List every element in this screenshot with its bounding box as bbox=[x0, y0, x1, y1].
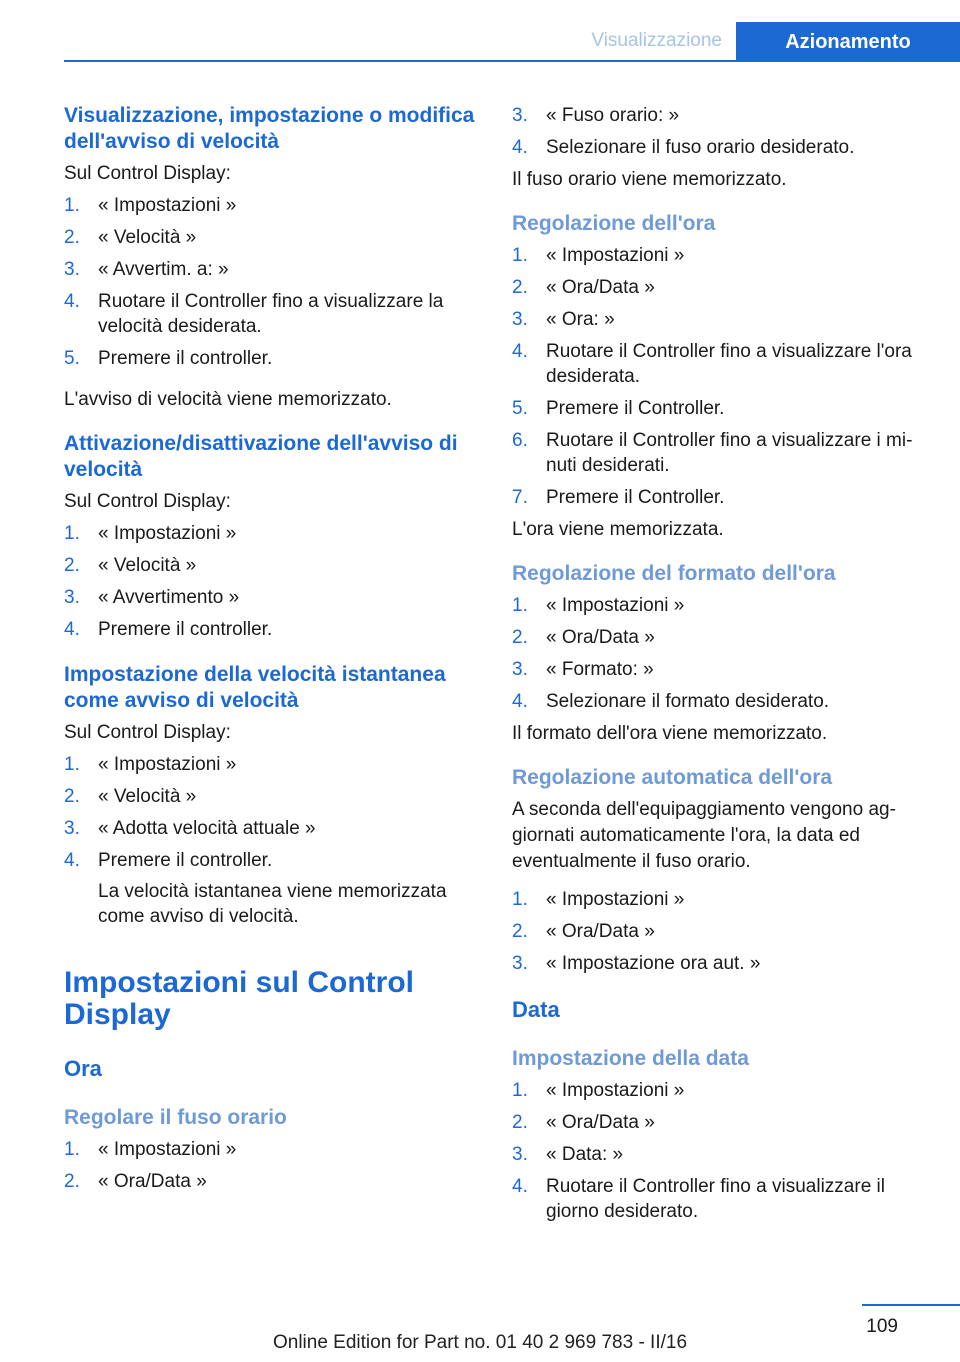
list-item bbox=[512, 103, 928, 128]
footer-edition: Online Edition for Part no. 01 40 2 969 783 - II/16 bbox=[272, 1332, 688, 1353]
step-number: 1. bbox=[512, 1080, 528, 1101]
step-text: « Velocità » bbox=[98, 227, 197, 248]
step-text: « Impostazioni » bbox=[546, 595, 685, 616]
step-list bbox=[512, 593, 928, 714]
section-title-time-format: Regolazione del formato dell'ora bbox=[512, 562, 836, 585]
step-text: « Impostazioni » bbox=[546, 889, 685, 910]
list-item bbox=[512, 689, 928, 714]
step-number: 4. bbox=[512, 341, 528, 362]
step-text: « Velocità » bbox=[98, 786, 197, 807]
list-item bbox=[512, 1142, 928, 1167]
section-title-auto-time: Regolazione automatica dell'ora bbox=[512, 766, 833, 789]
list-item bbox=[512, 275, 928, 300]
list-item bbox=[64, 1169, 480, 1194]
step-text: « Impostazioni » bbox=[98, 523, 237, 544]
list-item bbox=[512, 485, 928, 510]
section-title-current-speed-warning: Impostazione della velocità istantanea come avviso di velocità bbox=[64, 663, 446, 712]
subchapter-title-ora: Ora bbox=[64, 1056, 102, 1081]
list-item bbox=[64, 784, 480, 809]
step-number: 4. bbox=[64, 291, 80, 312]
step-number: 3. bbox=[64, 587, 80, 608]
list-item bbox=[64, 617, 480, 642]
list-item bbox=[512, 625, 928, 650]
section-intro: Sul Control Display: bbox=[64, 163, 231, 184]
section-intro: Sul Control Display: bbox=[64, 722, 231, 743]
step-list bbox=[512, 243, 928, 510]
step-text: « Ora/Data » bbox=[546, 277, 655, 298]
header-section-tab[interactable]: Visualizzazione bbox=[591, 30, 722, 51]
step-number: 7. bbox=[512, 487, 528, 508]
step-number: 4. bbox=[512, 1176, 528, 1197]
step-number: 2. bbox=[64, 555, 80, 576]
list-item bbox=[512, 243, 928, 268]
step-text: Selezionare il formato desiderato. bbox=[546, 691, 830, 712]
section-intro: Sul Control Display: bbox=[64, 491, 231, 512]
list-item bbox=[512, 887, 928, 912]
step-number: 2. bbox=[64, 1171, 80, 1192]
list-item bbox=[64, 521, 480, 546]
page-number: 109 bbox=[866, 1316, 898, 1337]
section-result: L'ora viene memorizzata. bbox=[512, 519, 724, 540]
step-number: 4. bbox=[512, 691, 528, 712]
step-number: 2. bbox=[512, 1112, 528, 1133]
step-number: 1. bbox=[64, 1139, 80, 1160]
section-title-speed-warning-edit: Visualizzazione, impostazione o modifica dell'avviso di velocità bbox=[64, 104, 475, 153]
spacer bbox=[64, 945, 480, 967]
step-number: 3. bbox=[64, 818, 80, 839]
step-number: 3. bbox=[64, 259, 80, 280]
section-result: Il formato dell'ora viene memorizzato. bbox=[512, 723, 828, 744]
step-number: 2. bbox=[512, 921, 528, 942]
step-number: 3. bbox=[512, 105, 528, 126]
page-header bbox=[0, 0, 960, 62]
list-item bbox=[64, 752, 480, 777]
list-item bbox=[64, 816, 480, 841]
section-result: Il fuso orario viene memorizzato. bbox=[512, 169, 787, 190]
list-item bbox=[64, 585, 480, 610]
step-text: Ruotare il Controller fino a visualizzare il giorno desiderato. bbox=[546, 1176, 885, 1222]
step-text: Ruotare il Controller fino a visualizzare l'ora desiderata. bbox=[546, 341, 912, 387]
step-text: « Ora/Data » bbox=[98, 1171, 207, 1192]
step-number: 2. bbox=[512, 277, 528, 298]
list-item bbox=[512, 951, 928, 976]
step-text: « Ora: » bbox=[546, 309, 615, 330]
step-number: 5. bbox=[512, 398, 528, 419]
step-number: 2. bbox=[512, 627, 528, 648]
step-number: 2. bbox=[64, 227, 80, 248]
step-text: « Data: » bbox=[546, 1144, 624, 1165]
step-text: « Ora/Data » bbox=[546, 627, 655, 648]
section-title-time-set: Regolazione dell'ora bbox=[512, 212, 716, 235]
header-chapter-tab[interactable]: Azionamento bbox=[736, 22, 960, 62]
step-text: « Ora/Data » bbox=[546, 1112, 655, 1133]
step-text: « Fuso orario: » bbox=[546, 105, 680, 126]
step-number: 1. bbox=[512, 595, 528, 616]
footer-rule bbox=[862, 1304, 960, 1306]
step-number: 4. bbox=[512, 137, 528, 158]
step-number: 5. bbox=[64, 348, 80, 369]
step-list bbox=[64, 752, 480, 929]
step-text bbox=[98, 848, 480, 929]
list-item bbox=[64, 225, 480, 250]
list-item bbox=[512, 135, 928, 160]
section-title-time-zone: Regolare il fuso orario bbox=[64, 1106, 287, 1129]
step-text: « Formato: » bbox=[546, 659, 654, 680]
step-number: 1. bbox=[512, 245, 528, 266]
list-item bbox=[512, 1078, 928, 1103]
step-text: « Impostazioni » bbox=[98, 1139, 237, 1160]
list-item bbox=[512, 1110, 928, 1135]
step-text: « Impostazioni » bbox=[546, 245, 685, 266]
step-list bbox=[512, 1078, 928, 1224]
list-item bbox=[64, 346, 480, 371]
step-text: « Impostazioni » bbox=[98, 195, 237, 216]
list-item bbox=[512, 593, 928, 618]
subchapter-title-data: Data bbox=[512, 997, 560, 1022]
step-number: 4. bbox=[64, 619, 80, 640]
list-item bbox=[512, 339, 928, 389]
section-title-speed-warning-toggle: Attivazione/disattivazione dell'avviso di velocità bbox=[64, 432, 458, 481]
list-item bbox=[64, 848, 480, 929]
step-list bbox=[512, 887, 928, 976]
list-item bbox=[512, 396, 928, 421]
step-number: 3. bbox=[512, 953, 528, 974]
step-number: 1. bbox=[64, 754, 80, 775]
step-list bbox=[64, 521, 480, 642]
step-text: « Avvertimento » bbox=[98, 587, 240, 608]
step-list bbox=[64, 193, 480, 371]
step-number: 2. bbox=[64, 786, 80, 807]
list-item bbox=[64, 289, 480, 339]
list-item bbox=[512, 307, 928, 332]
list-item bbox=[64, 553, 480, 578]
section-result: L'avviso di velocità viene memorizzato. bbox=[64, 389, 392, 410]
step-text: « Adotta velocità attuale » bbox=[98, 818, 316, 839]
step-number: 1. bbox=[64, 195, 80, 216]
step-number: 4. bbox=[64, 850, 80, 871]
step-number: 1. bbox=[64, 523, 80, 544]
step-text: « Impostazioni » bbox=[98, 754, 237, 775]
list-item bbox=[64, 257, 480, 282]
step-text: Premere il controller. bbox=[98, 348, 273, 369]
step-text: « Impostazioni » bbox=[546, 1080, 685, 1101]
list-item bbox=[512, 657, 928, 682]
list-item bbox=[64, 1137, 480, 1162]
step-number: 3. bbox=[512, 309, 528, 330]
step-number: 3. bbox=[512, 659, 528, 680]
step-text: Premere il Controller. bbox=[546, 398, 725, 419]
step-text: Selezionare il fuso orario desiderato. bbox=[546, 137, 855, 158]
step-number: 1. bbox=[512, 889, 528, 910]
header-rule bbox=[64, 60, 960, 62]
left-column bbox=[64, 103, 480, 1210]
step-text: « Velocità » bbox=[98, 555, 197, 576]
section-intro: A seconda dell'equipaggiamento vengono ag‐ giornati automaticamente l'ora, la data ed eventualmente il fuso orario. bbox=[512, 799, 896, 872]
section-title-date-set: Impostazione della data bbox=[512, 1047, 749, 1070]
chapter-title: Impostazioni sul Control Display bbox=[64, 966, 414, 1031]
step-main-text: Premere il controller. bbox=[98, 850, 273, 871]
list-item bbox=[64, 193, 480, 218]
step-note: La velocità istantanea viene memorizzata come avviso di velocità. bbox=[98, 881, 447, 927]
step-text: « Ora/Data » bbox=[546, 921, 655, 942]
right-column bbox=[512, 103, 928, 1240]
step-text: Premere il controller. bbox=[98, 619, 273, 640]
step-number: 3. bbox=[512, 1144, 528, 1165]
step-number: 6. bbox=[512, 430, 528, 451]
step-list bbox=[64, 1137, 480, 1194]
step-text: Premere il Controller. bbox=[546, 487, 725, 508]
list-item bbox=[512, 428, 928, 478]
step-list bbox=[512, 103, 928, 160]
step-text: « Avvertim. a: » bbox=[98, 259, 229, 280]
step-text: Ruotare il Controller fino a visualizzare i mi‐ nuti desiderati. bbox=[546, 430, 913, 476]
list-item bbox=[512, 1174, 928, 1224]
step-text: Ruotare il Controller fino a visualizzare la velocità desiderata. bbox=[98, 291, 444, 337]
list-item bbox=[512, 919, 928, 944]
step-text: « Impostazione ora aut. » bbox=[546, 953, 761, 974]
